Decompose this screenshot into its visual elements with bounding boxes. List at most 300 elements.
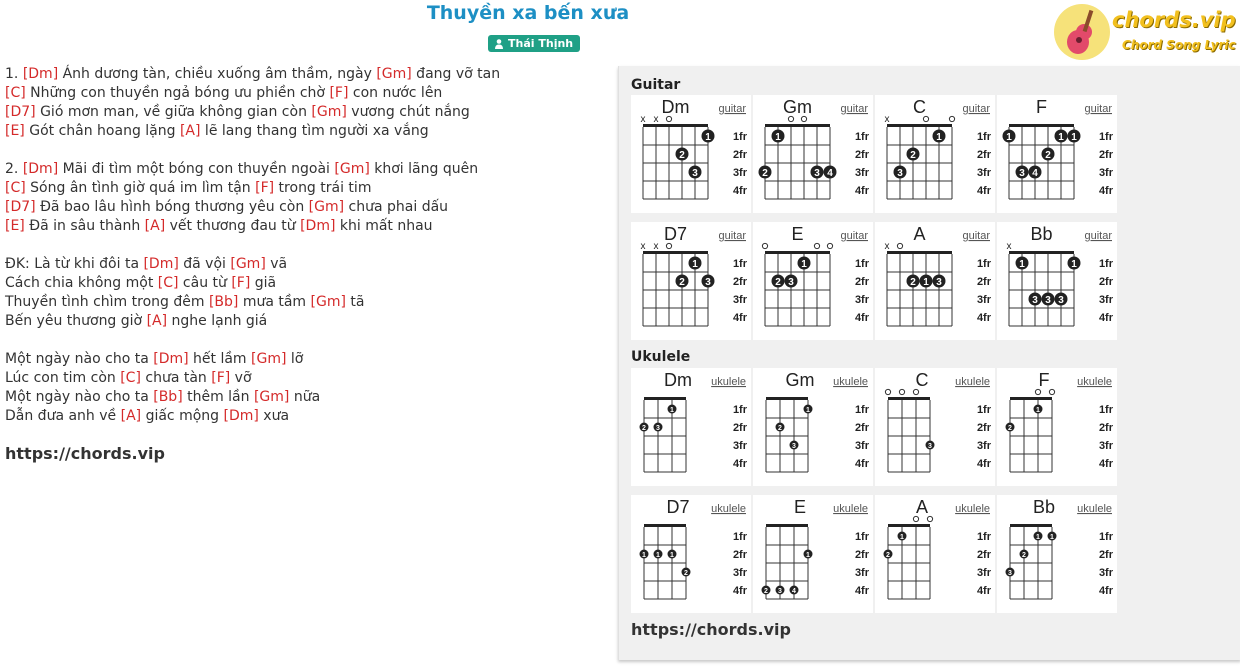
lyric-text: giấc mộng (141, 408, 224, 424)
fret-label: 3fr (732, 567, 747, 579)
open-string-marker (923, 116, 928, 121)
fret-label: 4fr (1098, 585, 1113, 597)
chord-link[interactable]: [A] (120, 408, 142, 424)
chord-name: D7 (663, 224, 688, 244)
lyric-line (5, 122, 605, 141)
fret-label: 1fr (854, 131, 869, 143)
ukulele-chord-card[interactable] (997, 368, 1117, 486)
chord-variant-link[interactable]: ukulele (711, 503, 746, 515)
fret-label: 3fr (1098, 567, 1113, 579)
lyric-text: khi mất nhau (335, 218, 433, 234)
finger-number: 2 (775, 277, 781, 288)
fret-label: 2fr (976, 149, 991, 161)
lyric-text: Đã in sâu thành (24, 218, 145, 234)
chord-name: Bb (1032, 497, 1056, 517)
chord-name: Dm (664, 370, 692, 390)
guitar-logo-icon (1054, 4, 1110, 60)
chord-link[interactable]: [Gm] (253, 389, 290, 405)
chord-name: Bb (1030, 224, 1053, 244)
finger-number: 4 (827, 168, 833, 179)
lyric-line (5, 255, 605, 274)
finger-number: 3 (928, 443, 932, 450)
chord-link[interactable]: [E] (5, 123, 25, 139)
finger-number: 1 (692, 259, 698, 270)
fret-label: 3fr (976, 167, 991, 179)
lyric-text: vương chút nắng (346, 104, 470, 120)
ukulele-chord-card[interactable] (753, 368, 873, 486)
chord-link[interactable]: [E] (5, 218, 25, 234)
open-string-marker (827, 243, 832, 248)
lyric-line (5, 369, 605, 388)
chord-link[interactable]: [A] (144, 218, 166, 234)
nut (888, 397, 930, 400)
chord-variant-link[interactable]: guitar (840, 103, 868, 115)
fret-label: 1fr (976, 131, 991, 143)
nut (1010, 397, 1052, 400)
fret-label: 3fr (732, 294, 747, 306)
nut (766, 524, 808, 527)
fret-label: 2fr (854, 549, 869, 561)
chord-diagram-panel (618, 66, 1240, 660)
finger-number: 3 (788, 277, 794, 288)
chord-link[interactable]: [F] (329, 85, 349, 101)
finger-number: 1 (1036, 407, 1040, 414)
finger-number: 2 (684, 570, 688, 577)
lyric-text: hết lầm (188, 351, 252, 367)
lyric-line (5, 293, 605, 312)
open-string-marker (1049, 389, 1054, 394)
lyric-text: Thuyền tình chìm trong đêm (5, 294, 209, 310)
fret-label: 1fr (732, 404, 747, 416)
lyric-text: nữa (289, 389, 321, 405)
guitar-chord-card[interactable] (753, 222, 873, 340)
fret-label: 4fr (732, 458, 747, 470)
muted-string-marker: x (653, 241, 659, 252)
chord-link[interactable]: [Dm] (223, 408, 259, 424)
fret-label: 2fr (1098, 549, 1113, 561)
fret-label: 2fr (1098, 276, 1113, 288)
fret-label: 4fr (1098, 312, 1113, 324)
chord-link[interactable]: [F] (231, 275, 251, 291)
lyric-line (5, 274, 605, 293)
muted-string-marker: x (884, 241, 890, 252)
finger-number: 1 (670, 407, 674, 414)
lyric-line (5, 84, 605, 103)
lyric-text: Sóng ân tình giờ quá im lìm tận (25, 180, 256, 196)
finger-number: 2 (1008, 425, 1012, 432)
logo-tagline: Chord Song Lyric (1122, 38, 1236, 52)
lyric-spacer (5, 331, 605, 350)
lyric-line (5, 388, 605, 407)
fret-label: 1fr (732, 258, 747, 270)
chord-variant-link[interactable]: ukulele (955, 376, 990, 388)
fret-label: 3fr (1098, 167, 1113, 179)
chord-link[interactable]: [Gm] (308, 199, 345, 215)
finger-number: 3 (778, 588, 782, 595)
lyric-text: vã (265, 256, 288, 272)
lyric-text: lỡ (286, 351, 304, 367)
lyric-line (5, 407, 605, 426)
lyric-text: Lúc con tim còn (5, 370, 121, 386)
open-string-marker (897, 243, 902, 248)
finger-number: 2 (764, 588, 768, 595)
fret-label: 2fr (1098, 149, 1113, 161)
chord-link[interactable]: [Gm] (310, 294, 346, 310)
finger-number: 3 (1058, 295, 1064, 306)
guitar-chord-card[interactable] (631, 95, 751, 213)
fret-label: 4fr (854, 312, 869, 324)
fret-label: 4fr (732, 312, 747, 324)
author-badge[interactable] (488, 35, 580, 52)
lyric-text: 1. (5, 66, 23, 82)
lyric-text: chưa phai dấu (344, 199, 449, 215)
finger-number: 3 (656, 425, 660, 432)
lyrics-body (5, 65, 605, 426)
finger-number: 1 (775, 132, 781, 143)
finger-number: 3 (814, 168, 820, 179)
finger-number: 3 (692, 168, 698, 179)
open-string-marker (1035, 389, 1040, 394)
muted-string-marker: x (640, 241, 646, 252)
chord-link[interactable]: [Gm] (311, 104, 347, 120)
fret-label: 3fr (854, 440, 869, 452)
ukulele-section-label: Ukulele (631, 349, 691, 365)
fret-label: 4fr (976, 312, 991, 324)
chord-name: A (913, 224, 926, 244)
nut (1009, 124, 1074, 127)
ukulele-chord-card[interactable] (631, 495, 751, 613)
ukulele-chord-card[interactable] (875, 368, 995, 486)
fret-label: 3fr (854, 167, 869, 179)
fret-label: 3fr (976, 294, 991, 306)
chord-variant-link[interactable]: guitar (1084, 230, 1112, 242)
chord-variant-link[interactable]: guitar (718, 103, 746, 115)
lyric-spacer (5, 236, 605, 255)
fret-label: 2fr (732, 149, 747, 161)
guitar-chord-card[interactable] (997, 95, 1117, 213)
chord-link[interactable]: [F] (255, 180, 275, 196)
lyric-text: 2. (5, 161, 23, 177)
open-string-marker (666, 116, 671, 121)
fret-label: 1fr (854, 258, 869, 270)
guitar-chord-card[interactable] (875, 222, 995, 340)
fret-label: 3fr (976, 440, 991, 452)
chord-link[interactable]: [A] (146, 313, 168, 329)
chord-variant-link[interactable]: guitar (962, 230, 990, 242)
finger-number: 1 (936, 132, 942, 143)
open-string-marker (927, 516, 932, 521)
lyric-text: Bến yêu thương giờ (5, 313, 147, 329)
nut (644, 397, 686, 400)
chord-link[interactable]: [Bb] (153, 389, 183, 405)
lyric-text: vết thương đau từ (165, 218, 301, 234)
finger-number: 1 (1050, 534, 1054, 541)
lyric-line (5, 198, 605, 217)
chord-link[interactable]: [Gm] (230, 256, 266, 272)
fret-label: 2fr (854, 276, 869, 288)
nut (1009, 251, 1074, 254)
open-string-marker (762, 243, 767, 248)
lyric-line (5, 103, 605, 122)
chord-link[interactable]: [Dm] (143, 256, 179, 272)
chord-variant-link[interactable]: ukulele (833, 376, 868, 388)
finger-number: 2 (1045, 150, 1051, 161)
nut (766, 397, 808, 400)
finger-number: 2 (762, 168, 768, 179)
chord-variant-link[interactable]: guitar (1084, 103, 1112, 115)
chord-link[interactable]: [Gm] (376, 66, 412, 82)
finger-number: 3 (1032, 295, 1038, 306)
chord-name: F (1036, 97, 1047, 117)
fret-label: 4fr (1098, 458, 1113, 470)
lyric-text: Cách chia không một (5, 275, 158, 291)
fret-label: 3fr (976, 567, 991, 579)
chord-variant-link[interactable]: ukulele (711, 376, 746, 388)
chord-link[interactable]: [D7] (5, 199, 36, 215)
chord-name: C (913, 97, 926, 117)
fret-label: 4fr (1098, 185, 1113, 197)
chord-link[interactable]: [C] (157, 275, 179, 291)
finger-number: 3 (705, 277, 711, 288)
finger-number: 1 (1006, 132, 1012, 143)
lyric-text: khơi lãng quên (369, 161, 479, 177)
finger-number: 3 (1008, 570, 1012, 577)
open-string-marker (913, 516, 918, 521)
chord-link[interactable]: [C] (120, 370, 141, 386)
finger-number: 4 (1032, 168, 1038, 179)
fret-label: 3fr (854, 567, 869, 579)
fret-label: 3fr (1098, 440, 1113, 452)
finger-number: 2 (910, 150, 916, 161)
fret-label: 3fr (1098, 294, 1113, 306)
nut (765, 251, 830, 254)
open-string-marker (899, 389, 904, 394)
finger-number: 3 (936, 277, 942, 288)
finger-number: 2 (679, 150, 685, 161)
fret-label: 1fr (1098, 404, 1113, 416)
finger-number: 3 (1045, 295, 1051, 306)
chord-variant-link[interactable]: ukulele (1077, 503, 1112, 515)
lyric-text: Gió mơn man, về giữa không gian còn (35, 104, 312, 120)
lyric-text: trong trái tim (274, 180, 372, 196)
open-string-marker (913, 389, 918, 394)
lyric-line (5, 179, 605, 198)
fret-label: 1fr (976, 531, 991, 543)
chord-link[interactable]: [Bb] (208, 294, 239, 310)
fret-label: 1fr (976, 258, 991, 270)
chord-variant-link[interactable]: guitar (962, 103, 990, 115)
lyric-text: câu từ (178, 275, 232, 291)
lyric-text: vỡ (230, 370, 252, 386)
finger-number: 1 (801, 259, 807, 270)
fret-label: 4fr (976, 585, 991, 597)
site-url-right[interactable]: https://chords.vip (631, 620, 791, 639)
finger-number: 1 (900, 534, 904, 541)
lyric-text: đang vỡ tan (411, 66, 501, 82)
fret-label: 4fr (732, 585, 747, 597)
ukulele-chord-card[interactable] (997, 495, 1117, 613)
chord-link[interactable]: [Dm] (22, 66, 59, 82)
author-name: Thái Thịnh (508, 37, 574, 50)
guitar-chord-card[interactable] (631, 222, 751, 340)
finger-number: 4 (792, 588, 796, 595)
nut (887, 251, 952, 254)
lyric-spacer (5, 141, 605, 160)
fret-label: 1fr (1098, 258, 1113, 270)
finger-number: 1 (1058, 132, 1064, 143)
fret-label: 4fr (976, 185, 991, 197)
fret-label: 2fr (976, 422, 991, 434)
fret-label: 2fr (732, 549, 747, 561)
ukulele-chord-card[interactable] (753, 495, 873, 613)
site-url-left[interactable]: https://chords.vip (5, 444, 165, 463)
lyric-text: lẽ lang thang tìm người xa vắng (200, 123, 429, 139)
lyric-line (5, 350, 605, 369)
fret-label: 2fr (854, 149, 869, 161)
fret-label: 2fr (732, 276, 747, 288)
chord-link[interactable]: [C] (5, 180, 26, 196)
chord-name: E (793, 497, 807, 517)
chord-link[interactable]: [Gm] (334, 161, 370, 177)
finger-number: 2 (886, 552, 890, 559)
finger-number: 1 (806, 407, 810, 414)
fret-label: 2fr (732, 422, 747, 434)
nut (888, 524, 930, 527)
fret-label: 1fr (854, 404, 869, 416)
finger-number: 1 (923, 277, 929, 288)
muted-string-marker: x (640, 114, 646, 125)
chord-name: F (1038, 370, 1050, 390)
chord-name: Gm (783, 97, 812, 117)
finger-number: 3 (792, 443, 796, 450)
user-icon (495, 39, 503, 49)
logo-brand: chords.vip (1112, 8, 1236, 32)
chord-link[interactable]: [D7] (5, 104, 36, 120)
guitar-chord-card[interactable] (875, 95, 995, 213)
lyric-text: con nước lên (348, 85, 443, 101)
nut (765, 124, 830, 127)
chord-name: D7 (666, 497, 690, 517)
chord-variant-link[interactable]: ukulele (955, 503, 990, 515)
finger-number: 2 (910, 277, 916, 288)
lyric-text: ĐK: Là từ khi đôi ta (5, 256, 144, 272)
finger-number: 1 (1071, 259, 1077, 270)
fret-label: 3fr (854, 294, 869, 306)
chord-variant-link[interactable]: ukulele (1077, 376, 1112, 388)
lyric-line (5, 312, 605, 331)
nut (1010, 524, 1052, 527)
open-string-marker (801, 116, 806, 121)
finger-number: 2 (778, 425, 782, 432)
finger-number: 1 (1071, 132, 1077, 143)
chord-name: A (915, 497, 929, 517)
chord-link[interactable]: [Dm] (153, 351, 189, 367)
guitar-chord-card[interactable] (997, 222, 1117, 340)
guitar-section-label: Guitar (631, 77, 681, 93)
muted-string-marker: x (653, 114, 659, 125)
finger-number: 1 (656, 552, 660, 559)
finger-number: 1 (1019, 259, 1025, 270)
guitar-chord-card[interactable] (753, 95, 873, 213)
lyric-text: Gót chân hoang lặng (24, 123, 180, 139)
lyric-text: thêm lần (182, 389, 254, 405)
fret-label: 2fr (854, 422, 869, 434)
lyric-line (5, 217, 605, 236)
fret-label: 3fr (732, 440, 747, 452)
lyric-text: tã (345, 294, 365, 310)
song-title: Thuyền xa bến xưa (426, 2, 630, 24)
site-logo[interactable] (1054, 2, 1238, 64)
fret-label: 4fr (854, 458, 869, 470)
chord-name: E (791, 224, 804, 244)
ukulele-chord-card[interactable] (875, 495, 995, 613)
open-string-marker (885, 389, 890, 394)
chord-link[interactable]: [Dm] (300, 218, 336, 234)
fret-label: 3fr (732, 167, 747, 179)
chord-link[interactable]: [Gm] (251, 351, 287, 367)
fret-label: 1fr (1098, 131, 1113, 143)
finger-number: 2 (642, 425, 646, 432)
fret-label: 4fr (854, 585, 869, 597)
lyric-line (5, 65, 605, 84)
chord-link[interactable]: [C] (5, 85, 26, 101)
chord-variant-link[interactable]: ukulele (833, 503, 868, 515)
open-string-marker (814, 243, 819, 248)
chord-link[interactable]: [A] (179, 123, 201, 139)
nut (644, 524, 686, 527)
nut (887, 124, 952, 127)
lyric-text: Một ngày nào cho ta (5, 389, 154, 405)
muted-string-marker: x (884, 114, 890, 125)
chord-variant-link[interactable]: guitar (840, 230, 868, 242)
lyric-text: chưa tàn (140, 370, 212, 386)
chord-link[interactable]: [F] (211, 370, 231, 386)
fret-label: 4fr (976, 458, 991, 470)
lyric-text: Đã bao lâu hình bóng thương yêu còn (35, 199, 309, 215)
open-string-marker (666, 243, 671, 248)
finger-number: 1 (705, 132, 711, 143)
lyric-text: mưa tầm (238, 294, 311, 310)
lyric-text: đã vội (178, 256, 231, 272)
fret-label: 4fr (854, 185, 869, 197)
finger-number: 2 (679, 277, 685, 288)
lyric-text: giã (250, 275, 277, 291)
chord-name: Gm (785, 370, 815, 390)
lyric-text: xưa (258, 408, 290, 424)
ukulele-chord-card[interactable] (631, 368, 751, 486)
open-string-marker (949, 116, 954, 121)
fret-label: 1fr (1098, 531, 1113, 543)
fret-label: 1fr (732, 531, 747, 543)
fret-label: 4fr (732, 185, 747, 197)
fret-label: 1fr (854, 531, 869, 543)
lyric-text: nghe lạnh giá (167, 313, 268, 329)
muted-string-marker: x (1006, 241, 1012, 252)
fret-label: 2fr (976, 549, 991, 561)
finger-number: 1 (642, 552, 646, 559)
finger-number: 3 (897, 168, 903, 179)
lyric-text: Mãi đi tìm một bóng con thuyền ngoài (58, 161, 335, 177)
finger-number: 1 (806, 552, 810, 559)
chord-variant-link[interactable]: guitar (718, 230, 746, 242)
chord-name: Dm (661, 97, 690, 117)
lyric-text: Một ngày nào cho ta (5, 351, 154, 367)
finger-number: 2 (1022, 552, 1026, 559)
chord-name: C (915, 370, 929, 390)
fret-label: 1fr (732, 131, 747, 143)
chord-link[interactable]: [Dm] (22, 161, 59, 177)
lyric-text: Ánh dương tàn, chiều xuống âm thầm, ngày (58, 66, 377, 82)
